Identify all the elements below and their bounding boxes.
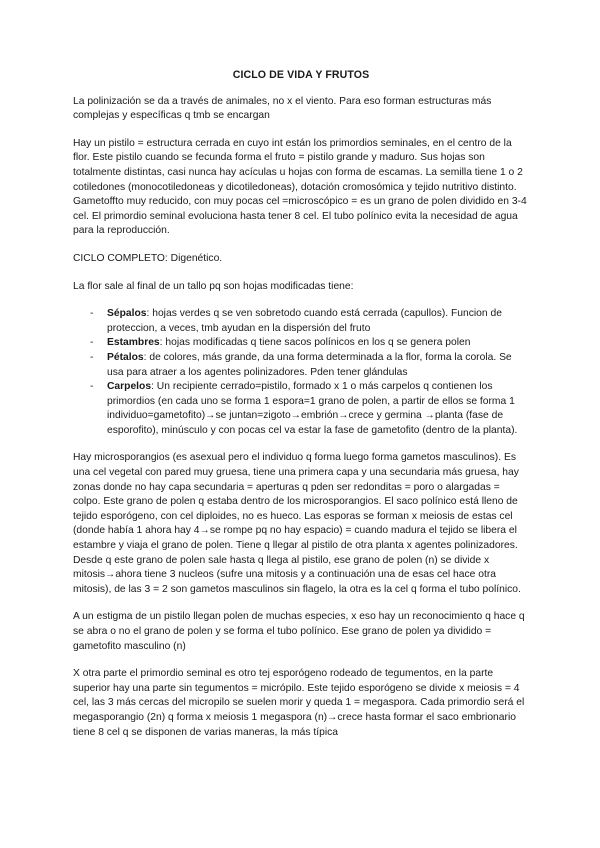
intro-paragraph: La polinización se da a través de animales, no x el viento. Para eso forman estructuras más complejas y específicas q tmb se encargan (73, 95, 492, 122)
ovule-paragraph: X otra parte el primordio seminal es otro tej esporógeno rodeado de tegumentos, en la parte superior hay una parte sin tegumentos = micrópilo. Este tejido esporógeno se divide x meiosis = 4 cel, las 3 más cercas del micropilo se suelen morir y queda 1 = megaspora. Cada primordio será el megasporangio (2n) q forma x meiosis 1 megaspora (n)→crece hasta formar el saco embrionario tiene 8 cel q se disponen de varias maneras, la más típica (73, 668, 525, 738)
flower-parts-list (73, 307, 529, 438)
term-sepalos: Sépalos (107, 308, 147, 320)
document-page (73, 68, 529, 753)
microsporangia-paragraph: Hay microsporangios (es asexual pero el individuo q forma luego forma gametos masculinos). Es una cel vegetal con pared muy gruesa, tiene una primera capa y una secundaria más gruesa, hay zonas donde no hay capa secundaria = aperturas q pden ser redonditas = poro o alargadas = colpo. Este grano de polen q estaba dentro de los microsporangios. El saco polínico está lleno de tejido esporógeno, con cel diploides, no es hueco. Las esporas se forman x meiosis de estas cel (donde había 1 ahora hay 4→se rompe pq no hay espacio) = cuando madura el tejido se libera el estambre y viaja el grano de polen. Tiene q llegar al pistilo de otra planta x agentes polinizadores. Desde q este grano de polen sale hasta q llega al pistilo, ese grano de polen (n) se divide x mitosis→ahora tiene 3 nucleos (sufre una mitosis y a continuación una de esas cel hace otra mitosis), de las 3 = 2 son gametos masculinos sin flagelo, la otra es la cel q forma el tubo polínico. (73, 452, 521, 595)
list-item-carpelos (107, 380, 529, 438)
desc-sepalos: : hojas verdes q se ven sobretodo cuando está cerrada (capullos). Funcion de proteccion, a veces, tmb ayudan en la dispersión del fruto (107, 308, 502, 334)
flower-intro: La flor sale al final de un tallo pq son hojas modificadas tiene: (73, 280, 354, 292)
document-title: CICLO DE VIDA Y FRUTOS (232, 69, 370, 81)
term-estambres: Estambres (107, 337, 160, 349)
term-petalos: Pétalos (107, 351, 144, 363)
desc-carpelos: : Un recipiente cerrado=pistilo, formado x 1 o más carpelos q contienen los primordios (en cada uno se forma 1 espora=1 grano de polen, a partir de ellos se forma 1 individuo=gametofito)→se juntan=zigoto→embrión→crece y germina →planta (fase de esporofito), minúsculo y con pocas cel va estar la fase de gametofito (dentro de la planta). (107, 381, 518, 436)
pistil-paragraph: Hay un pistilo = estructura cerrada en cuyo int están los primordios seminales, en el centro de la flor. Este pistilo cuando se fecunda forma el fruto = pistilo grande y maduro. Sus hojas son totalmente distintas, casi nunca hay acículas u hojas con forma de escamas. La semilla tiene 1 o 2 cotiledones (monocotiledoneas y dicotiledoneas), dotación cromosómica y tejido nutritivo distinto. Gametoffto muy reducido, con muy pocas cel =microscópico = es un grano de polen dividido en 3-4 cel. El primordio seminal evoluciona hasta tener 8 cel. El tubo polínico evita la necesidad de agua para la reproducción. (73, 137, 527, 237)
desc-petalos: : de colores, más grande, da una forma determinada a la flor, forma la corola. Se usa para atraer a los agentes polinizadores. Pden tener glándulas (107, 351, 512, 378)
list-item-sepalos (107, 307, 529, 336)
cycle-line: CICLO COMPLETO: Digenético. (73, 252, 223, 264)
desc-estambres: : hojas modificadas q tiene sacos polínicos en los q se genera polen (159, 337, 471, 349)
list-item-estambres (107, 336, 529, 351)
list-item-petalos (107, 351, 529, 380)
stigma-paragraph: A un estigma de un pistilo llegan polen de muchas especies, x eso hay un reconocimiento q hace q se abra o no el grano de polen y se forma el tubo polínico. Ese grano de polen ya dividido = gametofito masculino (n) (73, 611, 525, 652)
term-carpelos: Carpelos (107, 381, 152, 393)
